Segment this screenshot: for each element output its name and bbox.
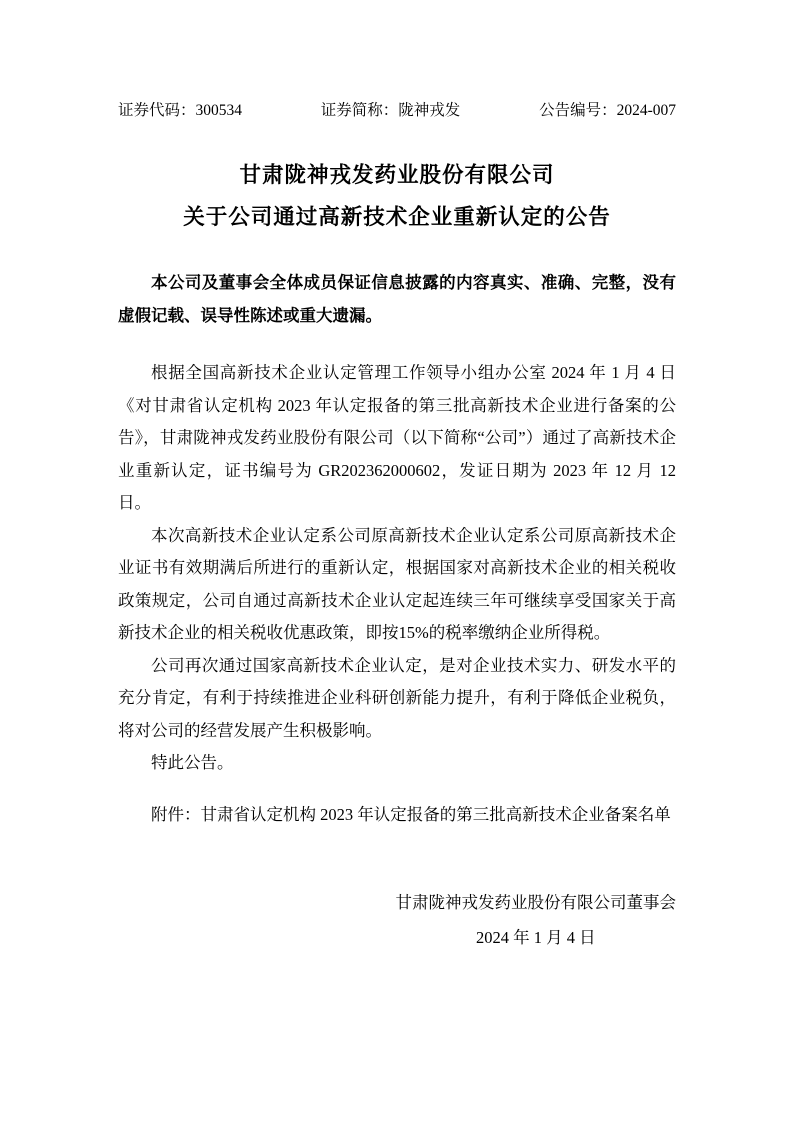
attachment-line: 附件：甘肃省认定机构 2023 年认定报备的第三批高新技术企业备案名单 — [151, 804, 671, 824]
signature-block — [118, 885, 676, 955]
securities-header — [118, 100, 676, 121]
board-statement: 本公司及董事会全体成员保证信息披露的内容真实、准确、完整，没有虚假记载、误导性陈述或重大遗漏。 — [118, 274, 676, 325]
signature-date: 2024 年 1 月 4 日 — [475, 928, 596, 947]
stock-name: 证券简称：陇神戎发 — [320, 102, 461, 119]
paragraph-tax-policy: 本次高新技术企业认定系公司原高新技术企业认定系公司原高新技术企业证书有效期满后所进行的重新认定，根据国家对高新技术企业的相关税收政策规定，公司自通过高新技术企业认定起连续三年可继续享受国家关于高新技术企业的相关税收优惠政策，即按15%的税率缴纳企业所得税。 — [118, 525, 676, 642]
company-name-title: 甘肃陇神戎发药业股份有限公司 — [239, 163, 555, 187]
announcement-subject-title: 关于公司通过高新技术企业重新认定的公告 — [183, 205, 611, 229]
signature-company: 甘肃陇神戎发药业股份有限公司董事会 — [395, 893, 676, 912]
announcement-number: 公告编号：2024-007 — [539, 102, 676, 119]
paragraph-impact: 公司再次通过国家高新技术企业认定，是对企业技术实力、研发水平的充分肯定，有利于持续推进企业科研创新能力提升，有利于降低企业税负，将对公司的经营发展产生积极影响。 — [118, 655, 676, 740]
paragraph-certification-basis: 根据全国高新技术企业认定管理工作领导小组办公室 2024 年 1 月 4 日《对甘肃省认定机构 2023 年认定报备的第三批高新技术企业进行备案的公告》，甘肃陇神戎发药业股份有限公司（以下简称“公司”）通过了高新技术企业重新认定，证书编号为 GR202362000602，发证日期为 2023 年 12 月 12 日。 — [118, 363, 676, 512]
stock-code: 证券代码：300534 — [118, 102, 243, 119]
paragraph-closing: 特此公告。 — [151, 753, 234, 772]
signature-inner — [396, 885, 677, 955]
